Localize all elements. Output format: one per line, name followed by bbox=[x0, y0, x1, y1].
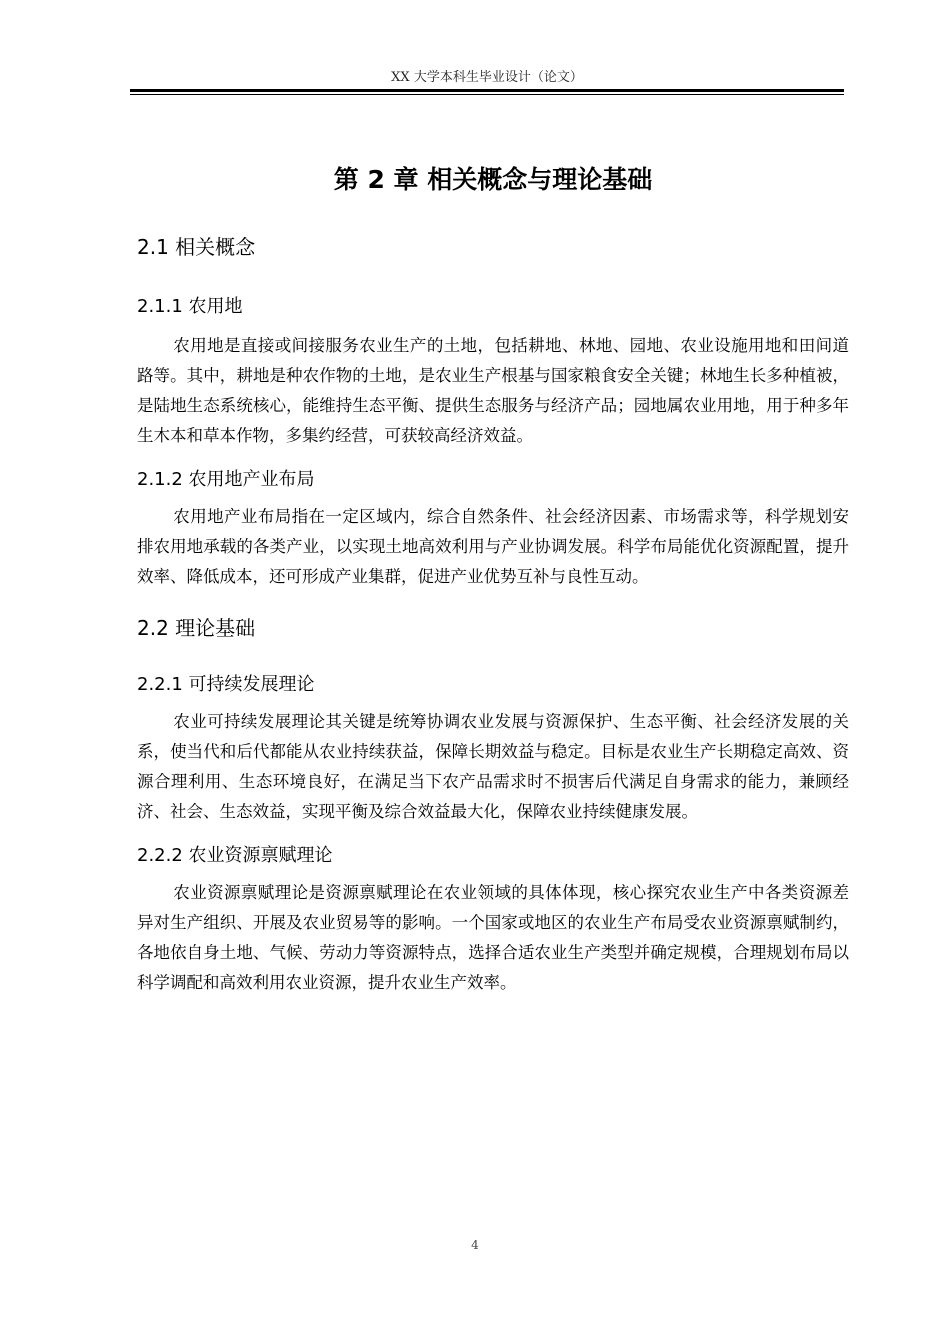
header-rule-thick bbox=[130, 89, 844, 92]
subsection-heading-2-1-2: 2.1.2 农用地产业布局 bbox=[137, 469, 315, 490]
section-heading-2-2: 2.2 理论基础 bbox=[137, 616, 256, 640]
paragraph-2-1-1: 农用地是直接或间接服务农业生产的土地，包括耕地、林地、园地、农业设施用地和田间道路等。其中，耕地是种农作物的土地，是农业生产根基与国家粮食安全关键；林地生长多种植被，是陆地生态系统核心，能维持生态平衡、提供生态服务与经济产品；园地属农业用地，用于种多年生木本和草本作物，多集约经营，可获较高经济效益。 bbox=[137, 336, 849, 445]
running-header: XX 大学本科生毕业设计（论文） bbox=[391, 70, 583, 85]
section-heading-2-1: 2.1 相关概念 bbox=[137, 235, 256, 259]
chapter-title: 第 2 章 相关概念与理论基础 bbox=[333, 165, 653, 194]
page-body bbox=[137, 160, 849, 998]
paragraph-2-1-2: 农用地产业布局指在一定区域内，综合自然条件、社会经济因素、市场需求等，科学规划安排农用地承载的各类产业，以实现土地高效利用与产业协调发展。科学布局能优化资源配置，提升效率、降低成本，还可形成产业集群，促进产业优势互补与良性互动。 bbox=[137, 507, 849, 586]
paragraph-2-2-1: 农业可持续发展理论其关键是统筹协调农业发展与资源保护、生态平衡、社会经济发展的关系，使当代和后代都能从农业持续获益，保障长期效益与稳定。目标是农业生产长期稳定高效、资源合理利用、生态环境良好，在满足当下农产品需求时不损害后代满足自身需求的能力，兼顾经济、社会、生态效益，实现平衡及综合效益最大化，保障农业持续健康发展。 bbox=[137, 712, 849, 821]
header-rule-thin bbox=[130, 94, 844, 95]
subsection-heading-2-2-2: 2.2.2 农业资源禀赋理论 bbox=[137, 845, 333, 866]
subsection-heading-2-2-1: 2.2.1 可持续发展理论 bbox=[137, 674, 315, 695]
paragraph-2-2-2: 农业资源禀赋理论是资源禀赋理论在农业领域的具体体现，核心探究农业生产中各类资源差异对生产组织、开展及农业贸易等的影响。一个国家或地区的农业生产布局受农业资源禀赋制约，各地依自身土地、气候、劳动力等资源特点，选择合适农业生产类型并确定规模，合理规划布局以科学调配和高效利用农业资源，提升农业生产效率。 bbox=[137, 883, 849, 992]
page-number: 4 bbox=[471, 1238, 479, 1252]
subsection-heading-2-1-1: 2.1.1 农用地 bbox=[137, 296, 243, 317]
